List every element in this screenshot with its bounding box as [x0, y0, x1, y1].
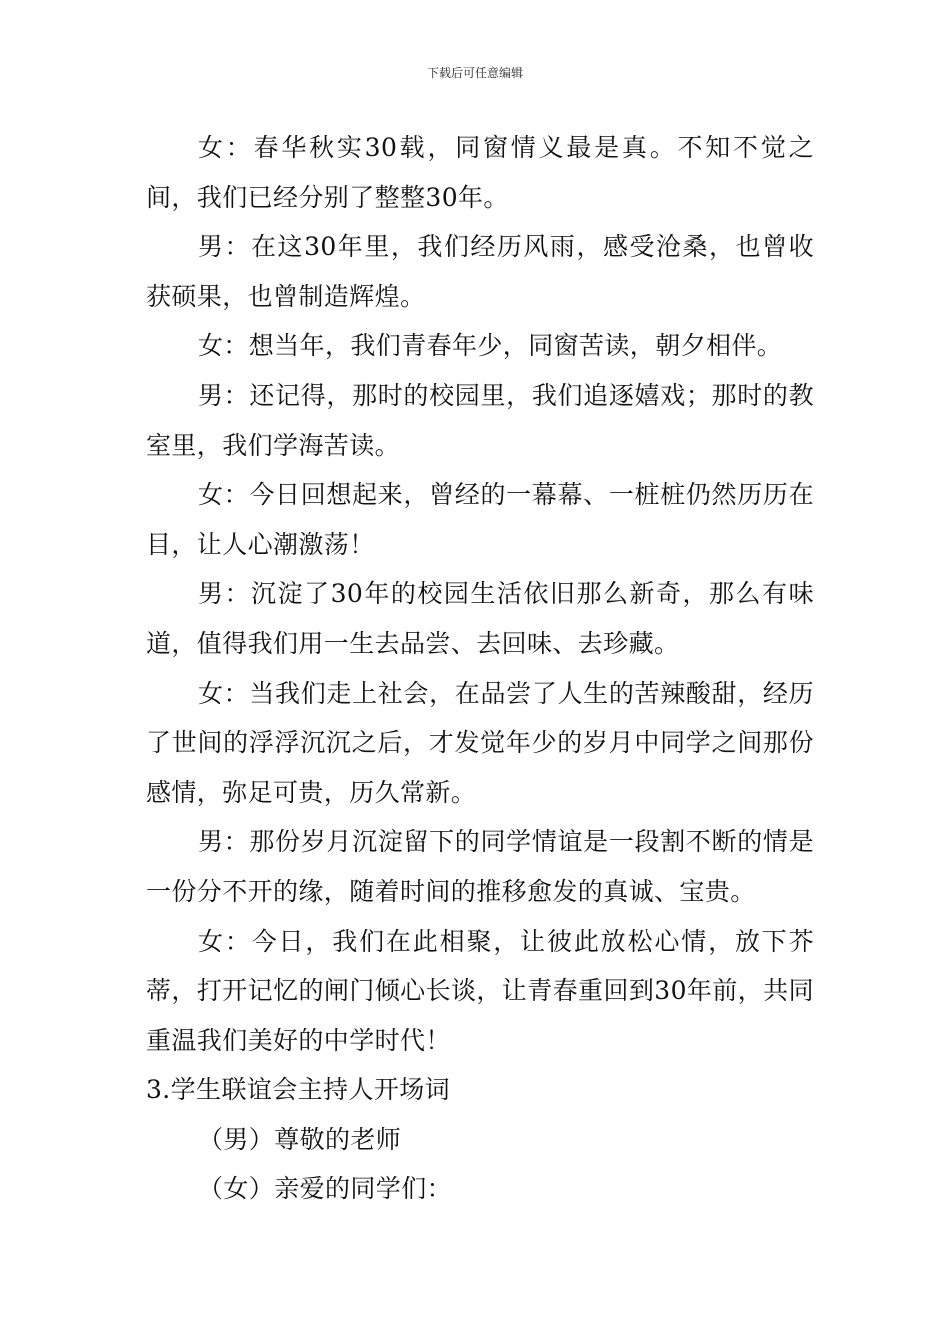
dialogue-paragraph-8: 男：那份岁月沉淀留下的同学情谊是一段割不断的情是一份分不开的缘，随着时间的推移愈发的真诚、宝贵。 [146, 827, 814, 906]
greeting-line-1: （男）尊敬的老师 [198, 1124, 402, 1154]
dialogue-paragraph-6: 男：沉淀了30年的校园生活依旧那么新奇，那么有味道，值得我们用一生去品尝、去回味、去珍藏。 [146, 579, 814, 658]
dialogue-paragraph-9: 女：今日，我们在此相聚，让彼此放松心情，放下芥蒂，打开记忆的闸门倾心长谈，让青春重回到30年前，共同重温我们美好的中学时代！ [146, 926, 814, 1055]
greeting-line-2: （女）亲爱的同学们： [198, 1174, 453, 1204]
dialogue-paragraph-1: 女：春华秋实30载，同窗情义最是真。不知不觉之间，我们已经分别了整整30年。 [146, 133, 814, 212]
dialogue-paragraph-4: 男：还记得，那时的校园里，我们追逐嬉戏；那时的教室里，我们学海苦读。 [146, 380, 814, 460]
document-body [146, 123, 814, 1214]
section-heading: 3.学生联谊会主持人开场词 [146, 1075, 451, 1105]
dialogue-paragraph-7: 女：当我们走上社会，在品尝了人生的苦辣酸甜，经历了世间的浮浮沉沉之后，才发觉年少的岁月中同学之间那份感情，弥足可贵，历久常新。 [146, 678, 814, 807]
dialogue-paragraph-3: 女：想当年，我们青春年少，同窗苦读，朝夕相伴。 [198, 331, 783, 361]
page-header-note: 下载后可任意编辑 [426, 66, 523, 80]
dialogue-paragraph-2: 男：在这30年里，我们经历风雨，感受沧桑，也曾收获硕果，也曾制造辉煌。 [146, 232, 814, 311]
dialogue-paragraph-5: 女：今日回想起来，曾经的一幕幕、一桩桩仍然历历在目，让人心潮激荡！ [146, 480, 814, 559]
